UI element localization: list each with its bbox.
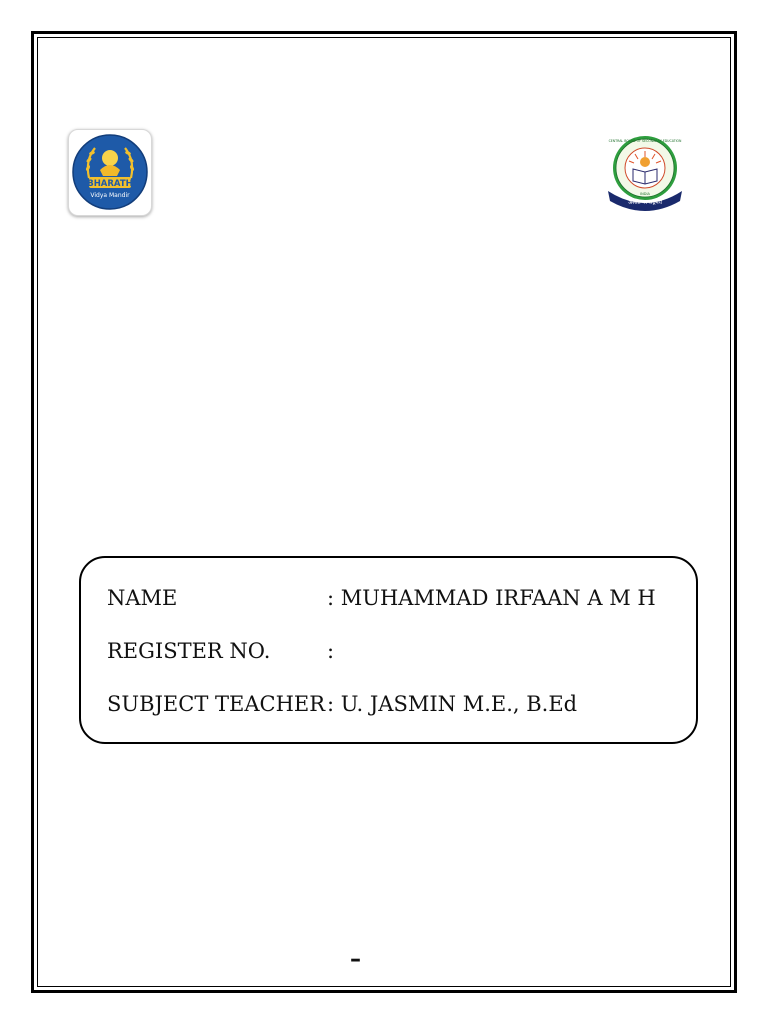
teacher-row: [107, 692, 578, 716]
register-row: [107, 639, 335, 663]
teacher-value: : U. JASMIN M.E., B.Ed: [327, 692, 578, 716]
name-value: : MUHAMMAD IRFAAN A M H: [327, 586, 656, 610]
logo-left-subtitle: Vidya Mandir: [90, 192, 130, 199]
name-label: NAME: [107, 586, 178, 610]
logo-left-name: BHARATH: [87, 179, 133, 189]
school-logo: [68, 129, 152, 216]
logo-right-bottom: INDIA: [640, 192, 650, 196]
register-label: REGISTER NO.: [107, 639, 271, 663]
board-logo: [600, 129, 690, 215]
footer-dash: –: [350, 947, 361, 972]
register-value: :: [327, 639, 335, 663]
name-row: [107, 586, 656, 610]
logo-right-motto: असतो मा सद्गमय: [628, 200, 662, 206]
logo-right-name: CENTRAL BOARD OF SECONDARY EDUCATION: [608, 139, 682, 143]
teacher-label: SUBJECT TEACHER: [107, 692, 326, 716]
